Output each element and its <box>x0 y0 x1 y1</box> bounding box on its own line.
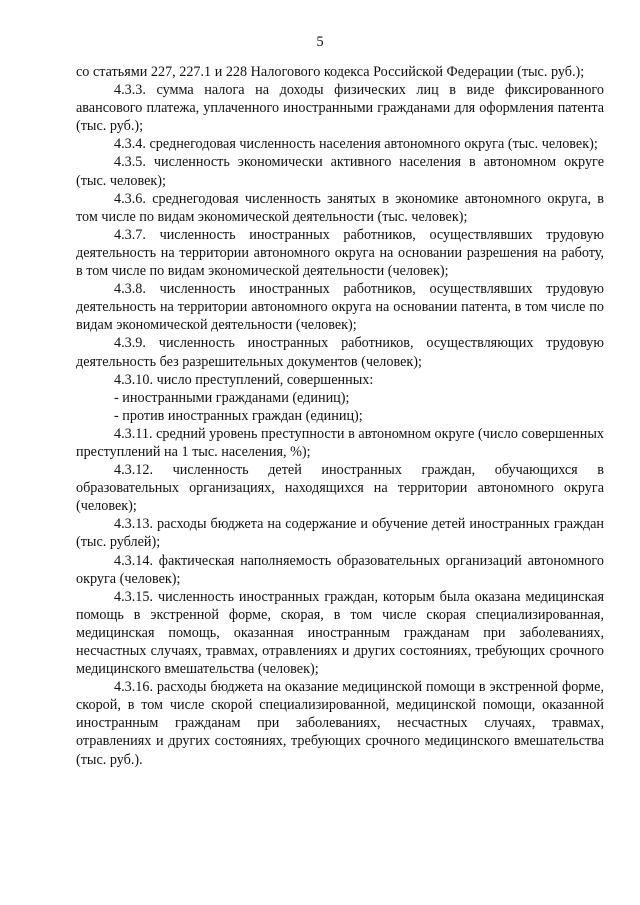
paragraph: 4.3.7. численность иностранных работников, осуществлявших трудовую деятельность на территории автономного округа на основании разрешения на работу, в том числе по видам экономической деятельности (человек); <box>76 226 604 280</box>
document-body <box>76 63 604 769</box>
paragraph: 4.3.6. среднегодовая численность занятых в экономике автономного округа, в том числе по видам экономической деятельности (тыс. человек); <box>76 190 604 225</box>
paragraph: 4.3.11. средний уровень преступности в автономном округе (число совершенных преступлений на 1 тыс. населения, %); <box>76 425 604 460</box>
list-item: - иностранными гражданами (единиц); <box>114 389 350 406</box>
paragraph: 4.3.9. численность иностранных работников, осуществляющих трудовую деятельность без разрешительных документов (человек); <box>76 335 604 370</box>
paragraph: 4.3.15. численность иностранных граждан, которым была оказана медицинская помощь в экстренной форме, скорая, в том числе скорая специализированная, медицинская помощь, оказанная иностранным гражданам при заболеваниях, несчастных случаях, травмах, отравлениях и других состояниях, требующих срочного медицинского вмешательства (человек); <box>76 588 604 678</box>
paragraph: 4.3.5. численность экономически активного населения в автономном округе (тыс. человек); <box>76 154 604 189</box>
page-number: 5 <box>316 34 324 50</box>
paragraph: 4.3.8. численность иностранных работников, осуществлявших трудовую деятельность на территории автономного округа на основании патента, в том числе по видам экономической деятельности (человек); <box>76 281 604 334</box>
list-item: - против иностранных граждан (единиц); <box>114 407 363 424</box>
paragraph: 4.3.4. среднегодовая численность населения автономного округа (тыс. человек); <box>114 136 598 153</box>
paragraph: 4.3.14. фактическая наполняемость образовательных организаций автономного округа (человек); <box>76 552 604 587</box>
paragraph: со статьями 227, 227.1 и 228 Налогового кодекса Российской Федерации (тыс. руб.); <box>76 64 585 80</box>
paragraph: 4.3.13. расходы бюджета на содержание и обучение детей иностранных граждан (тыс. рублей); <box>76 516 604 551</box>
paragraph: 4.3.16. расходы бюджета на оказание медицинской помощи в экстренной форме, скорой, в том числе скорой специализированной, медицинской помощи, оказанной иностранным гражданам при заболеваниях, несчастных случаях, травмах, отравлениях и других состояниях, требующих срочного медицинского вмешательства (тыс. руб.). <box>76 679 604 768</box>
paragraph: 4.3.10. число преступлений, совершенных: <box>114 371 374 388</box>
paragraph: 4.3.3. сумма налога на доходы физических лиц в виде фиксированного авансового платежа, уплаченного иностранными гражданами для оформления патента (тыс. руб.); <box>76 82 604 135</box>
paragraph: 4.3.12. численность детей иностранных граждан, обучающихся в образовательных организациях, находящихся на территории автономного округа (человек); <box>76 462 604 515</box>
